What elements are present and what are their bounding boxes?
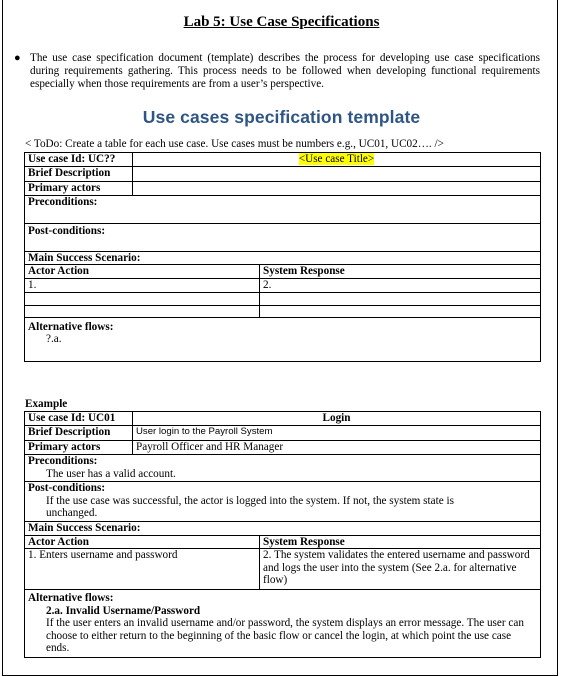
- intro-paragraph: [14, 52, 540, 91]
- actor-action-header: Actor Action: [25, 535, 260, 549]
- primary-actors-label: Primary actors: [25, 441, 133, 455]
- table-row: [25, 195, 541, 223]
- actor-action-header: Actor Action: [25, 265, 260, 279]
- table-row: [25, 181, 541, 195]
- alternative-flows-cell: [25, 317, 541, 361]
- system-response-header: System Response: [260, 265, 541, 279]
- table-row: [25, 590, 541, 658]
- table-row: [25, 292, 541, 305]
- brief-description-label: Brief Description: [25, 426, 133, 441]
- table-row: [25, 441, 541, 455]
- use-case-title-placeholder: <Use case Title>: [298, 153, 375, 165]
- brief-description-value: User login to the Payroll System: [133, 426, 541, 441]
- table-row: [25, 305, 541, 317]
- system-step: [260, 305, 541, 317]
- postconditions-value: If the use case was successful, the actor is logged into the system. If not, the system state is unchanged.: [46, 494, 454, 519]
- example-label: Example: [25, 398, 68, 410]
- table-row: [25, 455, 541, 482]
- table-row: [25, 166, 541, 181]
- table-row: [25, 522, 541, 536]
- brief-description-label: Brief Description: [25, 166, 133, 181]
- system-step: [260, 292, 541, 305]
- primary-actors-label: Primary actors: [25, 181, 133, 195]
- table-row: [25, 278, 541, 292]
- use-case-title-cell: [133, 153, 541, 167]
- actor-step: [25, 292, 260, 305]
- primary-actors-value: Payroll Officer and HR Manager: [133, 441, 541, 455]
- actor-step: 1.: [25, 278, 260, 292]
- todo-note: < ToDo: Create a table for each use case. Use cases must be numbers e.g., UC01, UC02…. />: [25, 138, 444, 150]
- bullet-icon: ●: [14, 52, 21, 64]
- system-response-header: System Response: [260, 535, 541, 549]
- example-table: [24, 411, 541, 658]
- table-row: [25, 265, 541, 279]
- table-row: [25, 426, 541, 441]
- system-step: 2. The system validates the entered username and password and logs the user into the system (See 2.a. for alternative flow): [260, 549, 541, 590]
- alternative-flows-label: Alternative flows:: [28, 592, 114, 604]
- alternative-flow-text: If the user enters an invalid username and/or password, the system displays an error message. The user can choose to either return to the beginning of the basic flow or cancel the login, at which point the use case ends.: [46, 617, 524, 654]
- template-table: [24, 152, 541, 362]
- postconditions-label: Post-conditions:: [25, 223, 541, 251]
- preconditions-label: Preconditions:: [25, 195, 541, 223]
- preconditions-label: Preconditions:: [28, 455, 98, 467]
- alternative-flows-cell: [25, 590, 541, 658]
- alternative-flow-title: 2.a. Invalid Username/Password: [46, 604, 201, 617]
- main-success-label: Main Success Scenario:: [25, 251, 541, 265]
- table-row: [25, 482, 541, 522]
- actor-step: 1. Enters username and password: [25, 549, 260, 590]
- table-row: [25, 549, 541, 590]
- use-case-id-label: Use case Id: UC??: [25, 153, 133, 167]
- page-title: Lab 5: Use Case Specifications: [183, 14, 380, 30]
- alternative-flows-label: Alternative flows:: [28, 320, 114, 333]
- postconditions-cell: [25, 482, 541, 522]
- primary-actors-value: [133, 181, 541, 195]
- preconditions-cell: [25, 455, 541, 482]
- table-row: [25, 153, 541, 167]
- table-row: [25, 317, 541, 361]
- main-success-label: Main Success Scenario:: [25, 522, 541, 536]
- preconditions-value: The user has a valid account.: [46, 467, 176, 480]
- table-row: [25, 223, 541, 251]
- table-row: [25, 412, 541, 426]
- section-heading: Use cases specification template: [142, 107, 421, 127]
- table-row: [25, 251, 541, 265]
- postconditions-label: Post-conditions:: [28, 482, 106, 494]
- table-row: [25, 535, 541, 549]
- brief-description-value: [133, 166, 541, 181]
- use-case-title: Login: [133, 412, 541, 426]
- actor-step: [25, 305, 260, 317]
- use-case-id-label: Use case Id: UC01: [25, 412, 133, 426]
- system-step: 2.: [260, 278, 541, 292]
- alternative-flow-item: ?.a.: [46, 333, 62, 345]
- intro-text: The use case specification document (template) describes the process for developing use case specifications during requirements gathering. This process needs to be followed when developing functional requirements especially when those requirements are from a user’s perspective.: [30, 52, 540, 90]
